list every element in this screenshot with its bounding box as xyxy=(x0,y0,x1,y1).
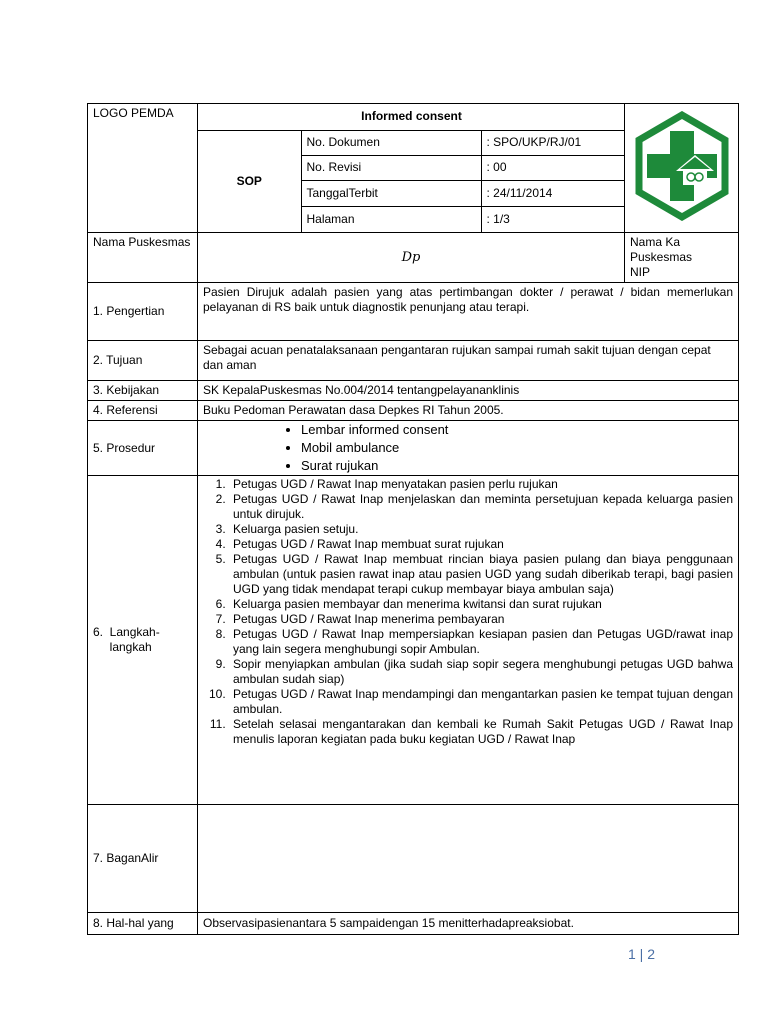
sop-table xyxy=(87,103,739,935)
doc-field-value: : 00 xyxy=(481,155,625,180)
hal-hal-text: Observasipasienantara 5 sampaidengan 15 menitterhadapreaksiobat. xyxy=(198,913,739,935)
list-item: 10. Petugas UGD / Rawat Inap mendampingi dan mengantarkan pasien ke tempat tujuan dengan ambulan. xyxy=(229,687,733,717)
list-item: 2. Petugas UGD / Rawat Inap menjelaskan dan meminta persetujuan kepada keluarga pasien untuk dirujuk. xyxy=(229,492,733,522)
list-item: 6. Keluarga pasien membayar dan menerima kwitansi dan surat rujukan xyxy=(229,597,733,612)
prosedur-list xyxy=(203,421,733,475)
nama-ka-cell xyxy=(625,233,739,283)
bagan-alir-label: 7. BaganAlir xyxy=(88,805,198,913)
list-item: 3. Keluarga pasien setuju. xyxy=(229,522,733,537)
pengertian-label: 1. Pengertian xyxy=(88,283,198,341)
nip-label: NIP xyxy=(630,265,651,279)
signature-mark: Dp xyxy=(401,250,421,265)
doc-field-label: TanggalTerbit xyxy=(301,180,481,206)
sop-document xyxy=(87,103,738,935)
list-item: 4. Petugas UGD / Rawat Inap membuat surat rujukan xyxy=(229,537,733,552)
nama-puskesmas-cell xyxy=(88,233,198,283)
signature-cell xyxy=(198,233,625,283)
prosedur-label: 5. Prosedur xyxy=(88,421,198,476)
referensi-label: 4. Referensi xyxy=(88,401,198,421)
sop-label: SOP xyxy=(198,130,301,232)
tujuan-label: 2. Tujuan xyxy=(88,341,198,381)
doc-field-label: No. Revisi xyxy=(301,155,481,180)
puskesmas-logo-icon xyxy=(632,111,732,221)
list-item: 8. Petugas UGD / Rawat Inap mempersiapkan kesiapan pasien dan Petugas UGD/rawat inap yang lain segera menghubungi sopir Ambulan. xyxy=(229,627,733,657)
pengertian-text: Pasien Dirujuk adalah pasien yang atas pertimbangan dokter / perawat / bidan memerlukan pelayanan di RS baik untuk diagnostik penunjang atau terapi. xyxy=(198,283,739,341)
list-item: 5. Petugas UGD / Rawat Inap membuat rincian biaya pasien pulang dan biaya penggunaan ambulan (untuk pasien rawat inap atau pasien UGD yang sudah diberikab terapi, bagi pasien UGD yang tidak mendapat terapi cukup membayar biaya ambulan saja) xyxy=(229,552,733,597)
logo-pemda-label: LOGO PEMDA xyxy=(93,106,174,120)
list-item: 11. Setelah selasai mengantarakan dan kembali ke Rumah Sakit Petugas UGD / Rawat Inap menulis laporan kegiatan pada buku kegiatan UGD / Rawat Inap xyxy=(229,717,733,747)
prosedur-cell xyxy=(198,421,739,476)
list-item: 9. Sopir menyiapkan ambulan (jika sudah siap sopir segera menghubungi petugas UGD bahwa ambulan sudah siap) xyxy=(229,657,733,687)
puskesmas-logo-cell xyxy=(625,104,739,233)
doc-field-value: : 24/11/2014 xyxy=(481,180,625,206)
header-info-cell xyxy=(198,104,625,233)
list-item: 7. Petugas UGD / Rawat Inap menerima pembayaran xyxy=(229,612,733,627)
bagan-alir-area xyxy=(198,805,739,913)
doc-field-label: No. Dokumen xyxy=(301,130,481,155)
list-item: • Lembar informed consent xyxy=(301,421,733,439)
header-inner-table xyxy=(198,104,625,232)
langkah-label: 6. Langkah- langkah xyxy=(88,476,198,805)
doc-field-value: : 1/3 xyxy=(481,206,625,232)
page-number: 1 | 2 xyxy=(628,946,655,962)
kebijakan-text: SK KepalaPuskesmas No.004/2014 tentangpelayananklinis xyxy=(198,381,739,401)
doc-field-label: Halaman xyxy=(301,206,481,232)
doc-field-value: : SPO/UKP/RJ/01 xyxy=(481,130,625,155)
nama-ka-label: Nama Ka Puskesmas xyxy=(630,235,693,264)
langkah-cell xyxy=(198,476,739,805)
kebijakan-label: 3. Kebijakan xyxy=(88,381,198,401)
referensi-text: Buku Pedoman Perawatan dasa Depkes RI Tahun 2005. xyxy=(198,401,739,421)
list-item: • Surat rujukan xyxy=(301,457,733,475)
list-item: 1. Petugas UGD / Rawat Inap menyatakan pasien perlu rujukan xyxy=(229,477,733,492)
logo-pemda-cell xyxy=(88,104,198,233)
list-item: • Mobil ambulance xyxy=(301,439,733,457)
nama-puskesmas-label: Nama Puskesmas xyxy=(93,235,191,249)
langkah-list xyxy=(203,477,733,747)
doc-title: Informed consent xyxy=(198,104,625,130)
tujuan-text: Sebagai acuan penatalaksanaan pengantaran rujukan sampai rumah sakit tujuan dengan cepat dan aman xyxy=(198,341,739,381)
hal-hal-label: 8. Hal-hal yang xyxy=(88,913,198,935)
